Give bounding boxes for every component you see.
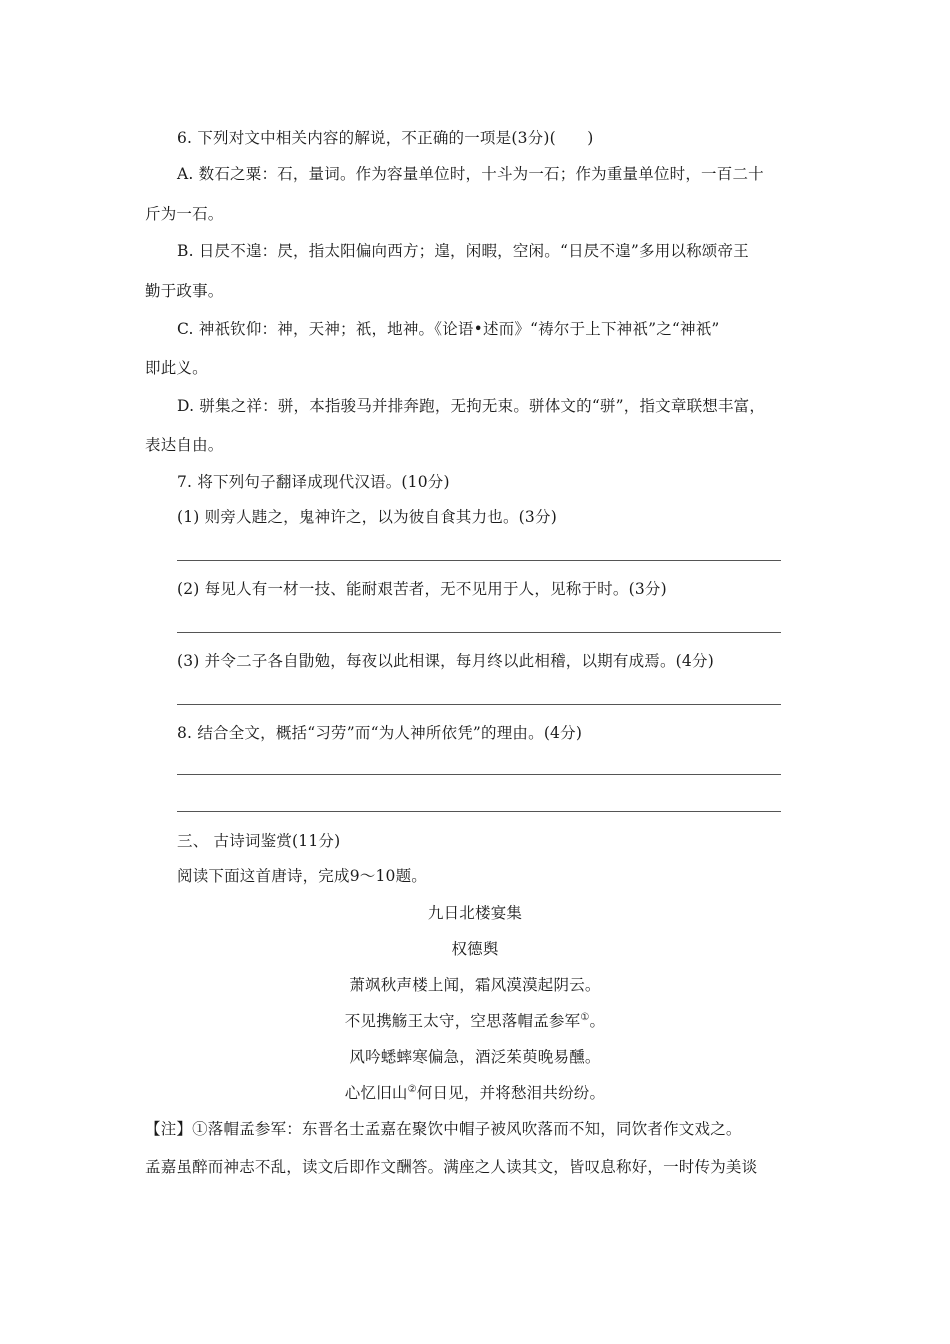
poem-title: 九日北楼宴集 — [427, 904, 523, 922]
q6-option-d-line1: D. 骈集之祥：骈，本指骏马并排奔跑，无拘无束。骈体文的“骈”，指文章联想丰富， — [177, 397, 766, 415]
q6-option-a-line2: 斤为一石。 — [145, 205, 224, 223]
footnote-marker: ① — [580, 1011, 590, 1023]
q6-option-b-line1: B. 日昃不遑：昃，指太阳偏向西方；遑，闲暇，空闲。“日昃不遑”多用以称颂帝王 — [177, 242, 749, 260]
q6-option-c-line1: C. 神祇钦仰：神，天神；祇，地神。《论语•述而》“祷尔于上下神祇”之“神祇” — [177, 320, 720, 338]
note-label: 【注】 — [145, 1120, 193, 1138]
poem-line-1: 萧飒秋声楼上闻，霜风漠漠起阴云。 — [349, 976, 601, 994]
q6-option-a-line1: A. 数石之粟：石，量词。作为容量单位时，十斗为一石；作为重量单位时，一百二十 — [177, 165, 764, 183]
section-intro: 阅读下面这首唐诗，完成9～10题。 — [177, 867, 427, 885]
answer-line — [177, 774, 781, 775]
footnote-marker: ② — [407, 1083, 417, 1095]
poem-line-4-text: 心忆旧山 — [344, 1084, 408, 1102]
poem-line-2 — [0, 1010, 950, 1032]
q8-stem: 8. 结合全文，概括“习劳”而“为人神所依凭”的理由。(4分) — [177, 724, 583, 742]
q6-option-b-line2: 勤于政事。 — [145, 282, 224, 300]
q6-option-c-line2: 即此义。 — [145, 359, 208, 377]
poem-line-4-end: 何日见，并将愁泪共纷纷。 — [416, 1084, 606, 1102]
q7-sentence-3: (3) 并令二子各自勖勉，每夜以此相课，每月终以此相稽，以期有成焉。(4分) — [177, 652, 714, 670]
q7-stem: 7. 将下列句子翻译成现代汉语。(10分) — [177, 473, 450, 491]
note-line-2: 孟嘉虽醉而神志不乱，读文后即作文酬答。满座之人读其文，皆叹息称好，一时传为美谈 — [145, 1158, 758, 1176]
poem-line-2-end: 。 — [589, 1012, 606, 1030]
poem-author: 权德舆 — [451, 940, 499, 958]
poem-line-2-text: 不见携觞王太守，空思落帽孟参军 — [344, 1012, 581, 1030]
section-heading: 三、 古诗词鉴赏(11分) — [177, 832, 341, 850]
q6-option-d-line2: 表达自由。 — [145, 436, 224, 454]
answer-line — [177, 811, 781, 812]
note-line-1 — [145, 1118, 742, 1140]
answer-line — [177, 704, 781, 705]
q7-sentence-1: (1) 则旁人韪之，鬼神许之，以为彼自食其力也。(3分) — [177, 508, 557, 526]
answer-line — [177, 560, 781, 561]
poem-line-3: 风吟蟋蟀寒偏急，酒泛茱萸晚易醺。 — [349, 1048, 601, 1066]
poem-line-4 — [0, 1082, 950, 1104]
answer-line — [177, 632, 781, 633]
q6-stem: 6. 下列对文中相关内容的解说，不正确的一项是(3分)( ) — [177, 129, 594, 147]
q7-sentence-2: (2) 每见人有一材一技、能耐艰苦者，无不见用于人，见称于时。(3分) — [177, 580, 667, 598]
note-text-1: ①落帽孟参军：东晋名士孟嘉在聚饮中帽子被风吹落而不知，同饮者作文戏之。 — [192, 1120, 742, 1138]
